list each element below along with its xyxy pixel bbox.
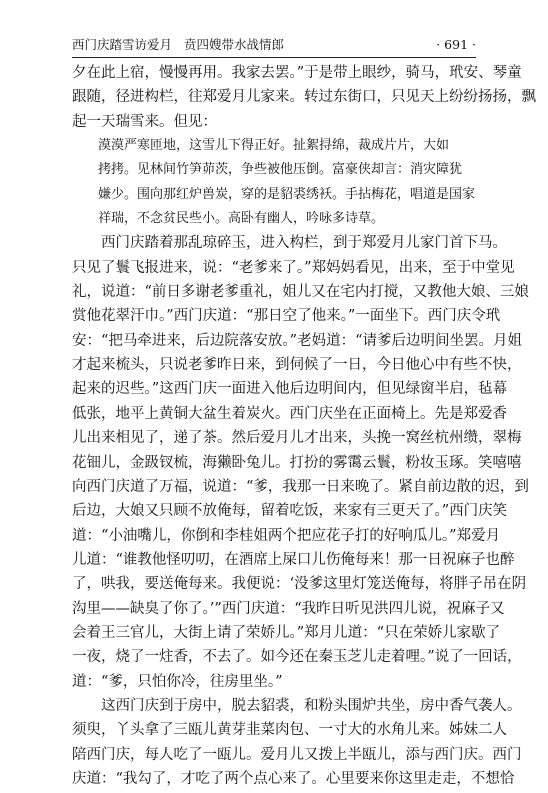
chapter-subtitle: 贲四嫂带水战情郎 [184,37,285,52]
text-line: 陪西门庆，每人吃了一瓯儿。爱月儿又拨上半瓯儿，添与西门庆。西门 [72,746,522,763]
text-line: 才起来梳头，只说老爹昨日来，到伺候了一日，今日他心中有些不快， [72,357,522,374]
text-line: 庆道：“我勾了，才吃了两个点心来了。心里要来你这里走走，不想恰 [72,770,515,787]
text-line: 低张，地平上黄铜大盆生着炭火。西门庆坐在正面椅上。先是郑爱香 [72,405,507,422]
text-line: 夕在此上宿，慢慢再用。我家去罢。”于是带上眼纱，骑马，玳安、琴童 [72,65,522,81]
text-line: 只见了鬟飞报进来，说：“老爹来了。”郑妈妈看见，出来，至于中堂见 [72,259,515,276]
verse-line: 嫌少。围向那红炉兽炭，穿的是貂裘绣袄。手拈梅花，唱道是国家 [98,186,476,202]
text-line: 安：“把马牵进来，后边院落安放。”老妈道：“请爹后边明间坐罢。月姐 [72,332,522,349]
text-line: 沟里——缺臭了你了。’”西门庆道：“我昨日听见洪四儿说，祝麻子又 [72,600,505,617]
header-rule [72,57,476,58]
text-line: 道：“小油嘴儿，你倒和李桂姐两个把应花子打的好响瓜儿。”郑爱月 [72,527,501,544]
verse-line: 漠漠严寒匝地，这雪儿下得正好。扯絮挦绵，裁成片片，大如 [98,138,450,154]
text-line: 起一天瑞雪来。但见： [72,113,217,130]
text-line: 这西门庆到于房中，脱去貂裘，和粉头围炉共坐，房中香气袭人。 [72,697,522,714]
text-line: 会着王三官儿，大街上请了荣娇儿。”郑月儿道：“只在荣娇儿家歇了 [72,624,501,641]
text-line: 起来的迟些。”这西门庆一面进入他后边明间内，但见绿窗半启，毡幕 [72,381,508,398]
text-line: 西门庆踏着那乱琼碎玉，进入构栏，到于郑爱月儿家门首下马。 [72,235,507,252]
text-line: 赏他花翠汗巾。”西门庆道：“那日空了他来。”一面坐下。西门庆令玳 [72,308,501,325]
verse-line: 拷拷。见林间竹笋茆茨，争些被他压倒。富豪侠却言：消灾障犹 [98,162,463,178]
chapter-title: 西门庆踏雪访爱月 [72,37,173,52]
text-line: 儿道：“谁教他怪叨叨，在酒席上屎口儿伤俺每来！那一日祝麻子也醉 [72,551,515,568]
text-line: 跟随，径进构栏，往郑爱月儿家来。转过东街口，只见天上纷纷扬扬，飘 [72,89,536,106]
running-head [72,34,476,54]
verse-line: 祥瑞，不念贫民些小。高卧有幽人，吟咏多诗草。 [98,211,385,227]
text-line: 礼，说道：“前日多谢老爹重礼，姐儿又在宅内打搅，又教他大娘、三娘 [72,284,529,301]
text-line: 花钿儿，金趿钗梳，海獭卧兔儿。打扮的雾霭云鬟，粉妆玉琢。笑嘻嘻 [72,454,522,471]
text-line: 须臾，丫头拿了三瓯儿黄芽韭菜肉包、一寸大的水角儿来。姊妹二人 [72,722,507,739]
text-line: 向西门庆道了万福，说道：“爹，我那一日来晚了。紧自前边散的迟，到 [72,478,529,495]
text-line: 了，哄我，要送俺每来。我便说：‘没爹这里灯笼送俺每，将胖子吊在阴 [72,576,527,593]
page-number: · 691 · [436,37,476,52]
body-text [72,61,536,787]
text-line: 道：“爹，只怕你冷，往房里坐。” [72,673,283,690]
text-line: 一夜，烧了一炷香，不去了。如今还在秦玉芝儿走着哩。”说了一回话， [72,649,522,666]
text-line: 后边，大娘又只顾不放俺每，留着吃饭，来家有三更天了。”西门庆笑 [72,503,508,520]
text-line: 儿出来相见了，递了茶。然后爱月儿才出来，头挽一窝丝杭州缵，翠梅 [72,430,522,447]
chapter-heading [72,36,284,54]
